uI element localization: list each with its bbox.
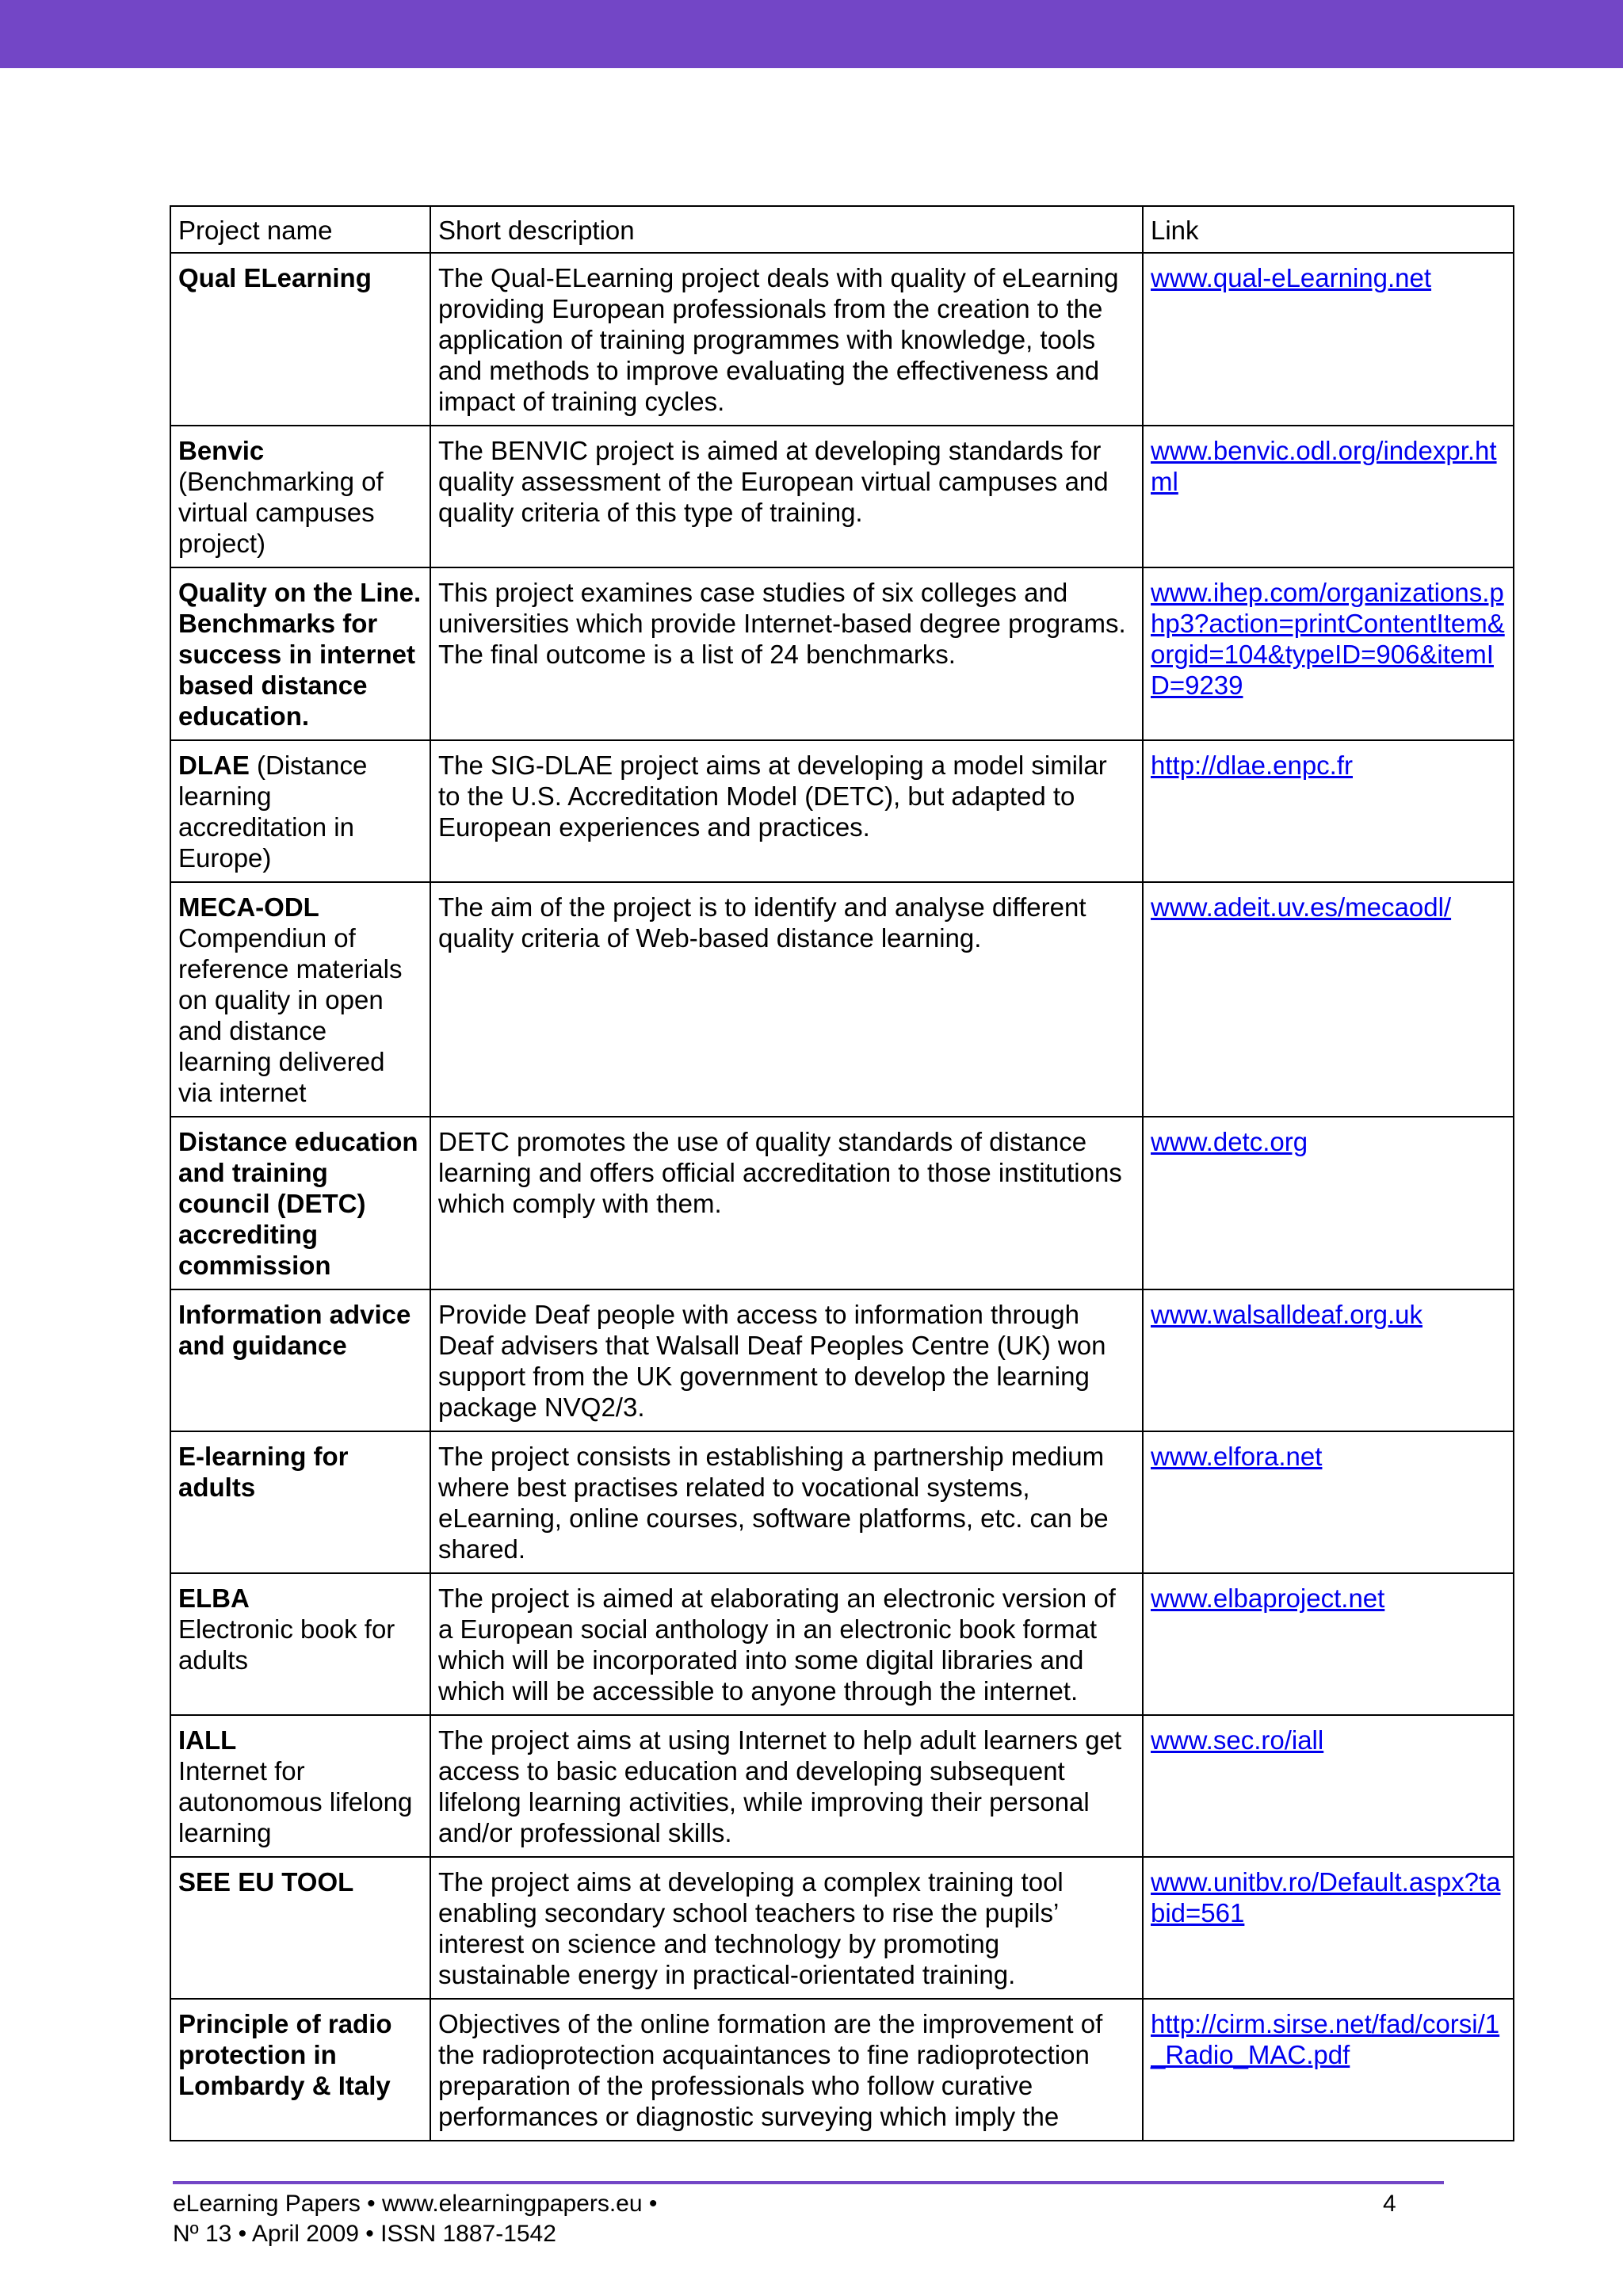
table-header-row — [170, 206, 1514, 253]
table-row — [170, 1289, 1514, 1431]
project-link[interactable]: www.ihep.com/organizations.php3?action=printContentItem&orgid=104&typeID=906&itemID=9239 — [1151, 578, 1505, 700]
project-link-cell — [1143, 1715, 1514, 1857]
project-link-cell — [1143, 253, 1514, 426]
project-name-cell — [170, 1431, 430, 1573]
column-header-short-description: Short description — [430, 206, 1143, 253]
footer-citation — [173, 2189, 657, 2249]
project-link-cell — [1143, 1999, 1514, 2141]
project-link[interactable]: http://cirm.sirse.net/fad/corsi/1_Radio_MAC.pdf — [1151, 2009, 1500, 2069]
project-link-cell — [1143, 1117, 1514, 1289]
project-description: The SIG-DLAE project aims at developing a model similar to the U.S. Accreditation Model (DETC), but adapted to European experiences and practices. — [430, 740, 1143, 882]
project-description: The BENVIC project is aimed at developing standards for quality assessment of the European virtual campuses and quality criteria of this type of training. — [430, 426, 1143, 567]
footer-line-1: eLearning Papers • www.elearningpapers.eu • — [173, 2191, 658, 2217]
project-link-cell — [1143, 1573, 1514, 1715]
project-link-cell — [1143, 1431, 1514, 1573]
project-description: The project is aimed at elaborating an electronic version of a European social anthology in an electronic book format which will be incorporated into some digital libraries and which will be accessible to anyone through the internet. — [430, 1573, 1143, 1715]
project-name-detail: Compendiun of reference materials on quality in open and distance learning delivered via internet — [178, 923, 403, 1107]
page-number: 4 — [1383, 2191, 1396, 2217]
project-description: Provide Deaf people with access to information through Deaf advisers that Walsall Deaf Peoples Centre (UK) won support from the UK government to develop the learning package NVQ2/3. — [430, 1289, 1143, 1431]
project-description: The project aims at developing a complex training tool enabling secondary school teachers to rise the pupils’ interest on science and technology by promoting sustainable energy in practical-orientated training. — [430, 1857, 1143, 1999]
project-description: The project aims at using Internet to help adult learners get access to basic education and developing subsequent lifelong learning activities, while improving their personal and/or professional skills. — [430, 1715, 1143, 1857]
project-name: Principle of radio protection in Lombardy & Italy — [178, 2009, 392, 2100]
table-row — [170, 253, 1514, 426]
table-row — [170, 1117, 1514, 1289]
project-name: SEE EU TOOL — [178, 1867, 354, 1897]
project-name-cell — [170, 1999, 430, 2141]
project-link[interactable]: www.benvic.odl.org/indexpr.html — [1151, 436, 1497, 496]
project-name: IALL — [178, 1725, 237, 1755]
project-link[interactable]: www.qual-eLearning.net — [1151, 263, 1432, 292]
project-name: Benvic — [178, 436, 265, 465]
project-link[interactable]: www.elbaproject.net — [1151, 1584, 1385, 1613]
project-link[interactable]: www.unitbv.ro/Default.aspx?tabid=561 — [1151, 1867, 1501, 1927]
table-row — [170, 882, 1514, 1117]
footer-line-2: Nº 13 • April 2009 • ISSN 1887-1542 — [173, 2221, 556, 2247]
project-link[interactable]: www.walsalldeaf.org.uk — [1151, 1300, 1423, 1329]
header-band — [0, 0, 1623, 68]
project-name-detail: Electronic book for adults — [178, 1614, 395, 1675]
column-header-link: Link — [1143, 206, 1514, 253]
project-name: DLAE — [178, 751, 250, 780]
project-description: This project examines case studies of six colleges and universities which provide Internet-based degree programs. The final outcome is a list of 24 benchmarks. — [430, 567, 1143, 740]
table-row — [170, 426, 1514, 567]
project-name-cell — [170, 1857, 430, 1999]
table-row — [170, 1715, 1514, 1857]
table-row — [170, 1573, 1514, 1715]
table-row — [170, 567, 1514, 740]
project-link[interactable]: www.sec.ro/iall — [1151, 1725, 1324, 1755]
project-link[interactable]: http://dlae.enpc.fr — [1151, 751, 1353, 780]
project-name-cell — [170, 253, 430, 426]
project-link-cell — [1143, 567, 1514, 740]
project-name-cell — [170, 1715, 430, 1857]
project-description: The project consists in establishing a partnership medium where best practises related to vocational systems, eLearning, online courses, software platforms, etc. can be shared. — [430, 1431, 1143, 1573]
project-name: E-learning for adults — [178, 1442, 349, 1502]
project-name-cell — [170, 882, 430, 1117]
project-link-cell — [1143, 1289, 1514, 1431]
table-row — [170, 1999, 1514, 2141]
project-name-cell — [170, 740, 430, 882]
project-name-detail: Internet for autonomous lifelong learning — [178, 1756, 413, 1847]
project-name: MECA-ODL — [178, 892, 319, 922]
project-name: Qual ELearning — [178, 263, 372, 292]
table-row — [170, 1857, 1514, 1999]
project-link[interactable]: www.elfora.net — [1151, 1442, 1323, 1471]
project-link-cell — [1143, 882, 1514, 1117]
project-name-cell — [170, 426, 430, 567]
table-row — [170, 1431, 1514, 1573]
project-link-cell — [1143, 426, 1514, 567]
project-name-cell — [170, 1573, 430, 1715]
project-name: Distance education and training council (DETC) accrediting commission — [178, 1127, 418, 1280]
project-name-detail: (Benchmarking of virtual campuses project) — [178, 467, 384, 558]
column-header-project-name: Project name — [170, 206, 430, 253]
project-name: Quality on the Line. Benchmarks for success in internet based distance education. — [178, 578, 422, 731]
project-link-cell — [1143, 1857, 1514, 1999]
project-link[interactable]: www.adeit.uv.es/mecaodl/ — [1151, 892, 1452, 922]
project-name-cell — [170, 567, 430, 740]
project-description: The Qual-ELearning project deals with quality of eLearning providing European professionals from the creation to the application of training programmes with knowledge, tools and methods to improve evaluating the effectiveness and impact of training cycles. — [430, 253, 1143, 426]
project-name: ELBA — [178, 1584, 250, 1613]
project-description: DETC promotes the use of quality standards of distance learning and offers official accreditation to those institutions which comply with them. — [430, 1117, 1143, 1289]
footer-divider — [173, 2181, 1444, 2184]
project-description: The aim of the project is to identify and analyse different quality criteria of Web-based distance learning. — [430, 882, 1143, 1117]
project-link[interactable]: www.detc.org — [1151, 1127, 1308, 1156]
project-name-cell — [170, 1289, 430, 1431]
project-link-cell — [1143, 740, 1514, 882]
project-name-cell — [170, 1117, 430, 1289]
table-row — [170, 740, 1514, 882]
projects-table — [170, 205, 1514, 2141]
project-description: Objectives of the online formation are the improvement of the radioprotection acquaintances to fine radioprotection preparation of the professionals who follow curative performances or diagnostic surveying which imply the — [430, 1999, 1143, 2141]
project-name-detail: (Distance learning accreditation in Europe) — [178, 751, 368, 873]
project-name: Information advice and guidance — [178, 1300, 411, 1360]
